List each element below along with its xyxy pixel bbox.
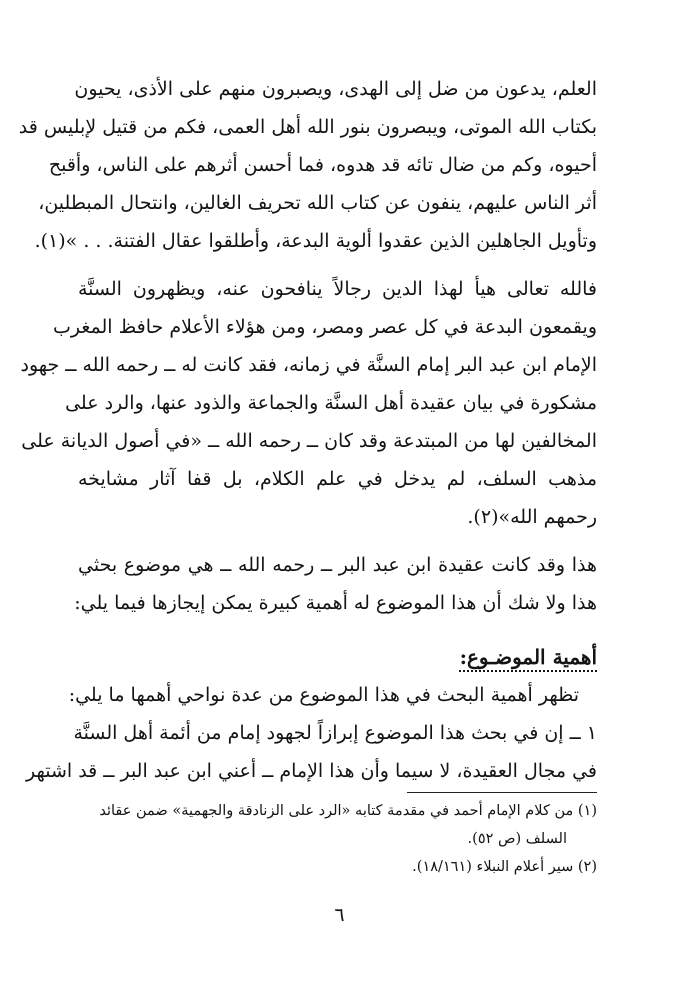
section-intro: تظهر أهمية البحث في هذا الموضوع من عدة نواحي أهمها ما يلي: [68, 684, 579, 706]
text-line: رحمهم الله»(٢). [467, 506, 597, 528]
text-line: هذا وقد كانت عقيدة ابن عبد البر ــ رحمه الله ــ هي موضوع بحثي [78, 554, 598, 576]
text-line: المخالفين لها من المبتدعة وقد كان ــ رحمه الله ــ «في أصول الديانة على [21, 430, 597, 452]
text-line: وتأويل الجاهلين الذين عقدوا ألوية البدعة، وأطلقوا عقال الفتنة. . . »(١). [34, 230, 597, 252]
footnote-2: (٢) سير أعلام النبلاء (١٨/١٦١). [412, 859, 597, 875]
footnotes [78, 797, 597, 881]
text-line: في مجال العقيدة، لا سيما وأن هذا الإمام ــ أعني ابن عبد البر ــ قد اشتهر [25, 760, 597, 782]
paragraph-1 [18, 70, 597, 260]
text-line: مذهب السلف، لم يدخل في علم الكلام، بل قفا آثار مشايخه [78, 468, 597, 490]
text-line: أحيوه، وكم من ضال تائه قد هدوه، فما أحسن أثرهم على الناس، وأقبح [48, 154, 597, 176]
paragraph-2 [20, 270, 597, 536]
text-line: ١ ــ إن في بحث هذا الموضوع إبرازاً لجهود إمام من أئمة أهل السنَّة [73, 722, 597, 744]
text-line: أثر الناس عليهم، ينفون عن كتاب الله تحريف الغالين، وانتحال المبطلين، [38, 192, 597, 214]
text-line: مشكورة في بيان عقيدة أهل السنَّة والجماعة والذود عنها، والرد على [65, 392, 597, 414]
section-heading: أهمية الموضـوع: [459, 645, 597, 669]
text-line: بكتاب الله الموتى، ويبصرون بنور الله أهل العمى، فكم من قتيل لإبليس قد [18, 116, 597, 138]
text-line: العلم، يدعون من ضل إلى الهدى، ويصبرون منهم على الأذى، يحيون [74, 78, 597, 100]
footnote-1-continuation: السلف (ص ٥٢). [467, 831, 567, 847]
text-line: ويقمعون البدعة في كل عصر ومصر، ومن هؤلاء الأعلام حافظ المغرب [53, 316, 597, 338]
page-number: ٦ [334, 904, 345, 926]
point-1 [25, 714, 597, 790]
text-line: الإمام ابن عبد البر إمام السنَّة في زمانه، فقد كانت له ــ رحمه الله ــ جهود [20, 354, 597, 376]
footnote-separator [407, 792, 597, 793]
text-line: هذا ولا شك أن هذا الموضوع له أهمية كبيرة يمكن إيجازها فيما يلي: [74, 592, 597, 614]
text-line: فالله تعالى هيأ لهذا الدين رجالاً ينافحون عنه، ويظهرون السنَّة [78, 278, 597, 300]
footnote-1: (١) من كلام الإمام أحمد في مقدمة كتابه «الرد على الزنادقة والجهمية» ضمن عقائد [99, 803, 597, 819]
paragraph-3 [74, 546, 598, 622]
